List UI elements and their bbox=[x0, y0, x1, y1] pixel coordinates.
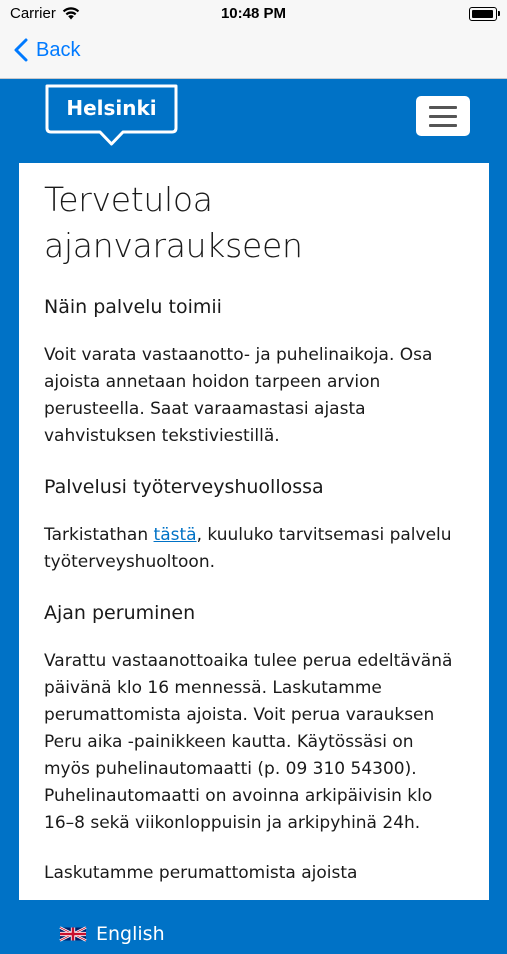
section-text-occupational-health bbox=[44, 522, 464, 576]
logo-text: Helsinki bbox=[66, 96, 157, 120]
menu-button[interactable] bbox=[416, 96, 470, 136]
cancellation-note: Laskutamme perumattomista ajoista bbox=[44, 863, 358, 883]
status-bar bbox=[0, 0, 507, 28]
text-after-link: , kuuluko tarvitsemasi palvelu työterveyshuoltoon. bbox=[44, 525, 452, 572]
back-button[interactable] bbox=[14, 38, 80, 62]
section-text-how-it-works: Voit varata vastaanotto- ja puhelinaikoja. Osa ajoista annetaan hoidon tarpeen arvion perusteella. Saat varaamastasi ajasta vahvistuksen tekstiviestillä. bbox=[44, 345, 433, 446]
occupational-health-link[interactable]: tästä bbox=[153, 525, 197, 545]
helsinki-logo[interactable] bbox=[45, 84, 178, 146]
back-label: Back bbox=[36, 38, 81, 61]
navigation-bar bbox=[0, 28, 507, 79]
site-header bbox=[0, 79, 507, 163]
page-title: Tervetuloa ajanvaraukseen bbox=[44, 180, 303, 265]
uk-flag-icon bbox=[60, 926, 86, 942]
hamburger-icon-line bbox=[429, 115, 457, 118]
section-heading-cancellation: Ajan peruminen bbox=[44, 602, 196, 624]
chevron-left-icon bbox=[14, 38, 28, 62]
section-heading-occupational-health: Palvelusi työterveyshuollossa bbox=[44, 476, 324, 498]
section-heading-how-it-works: Näin palvelu toimii bbox=[44, 296, 222, 318]
battery-icon bbox=[469, 7, 497, 21]
language-button-label: English bbox=[96, 923, 165, 945]
section-text-cancellation: Varattu vastaanottoaika tulee perua edeltävänä päivänä klo 16 mennessä. Laskutamme perumattomista ajoista. Voit perua varauksen Peru aika -painikkeen kautta. Käytössäsi on myös puhelinautomaatti (p. 09 310 54300). Puhelinautomaatti on avoinna arkipäivisin klo 16–8 sekä viikonloppuisin ja arkipyhinä 24h. bbox=[44, 651, 453, 833]
hamburger-icon-line bbox=[429, 124, 457, 127]
carrier-label: Carrier bbox=[10, 5, 56, 22]
language-english-button[interactable] bbox=[44, 914, 181, 954]
content-card bbox=[19, 163, 489, 945]
status-time: 10:48 PM bbox=[220, 5, 287, 22]
text-before-link: Tarkistathan bbox=[44, 525, 154, 545]
hamburger-icon-line bbox=[429, 106, 457, 109]
